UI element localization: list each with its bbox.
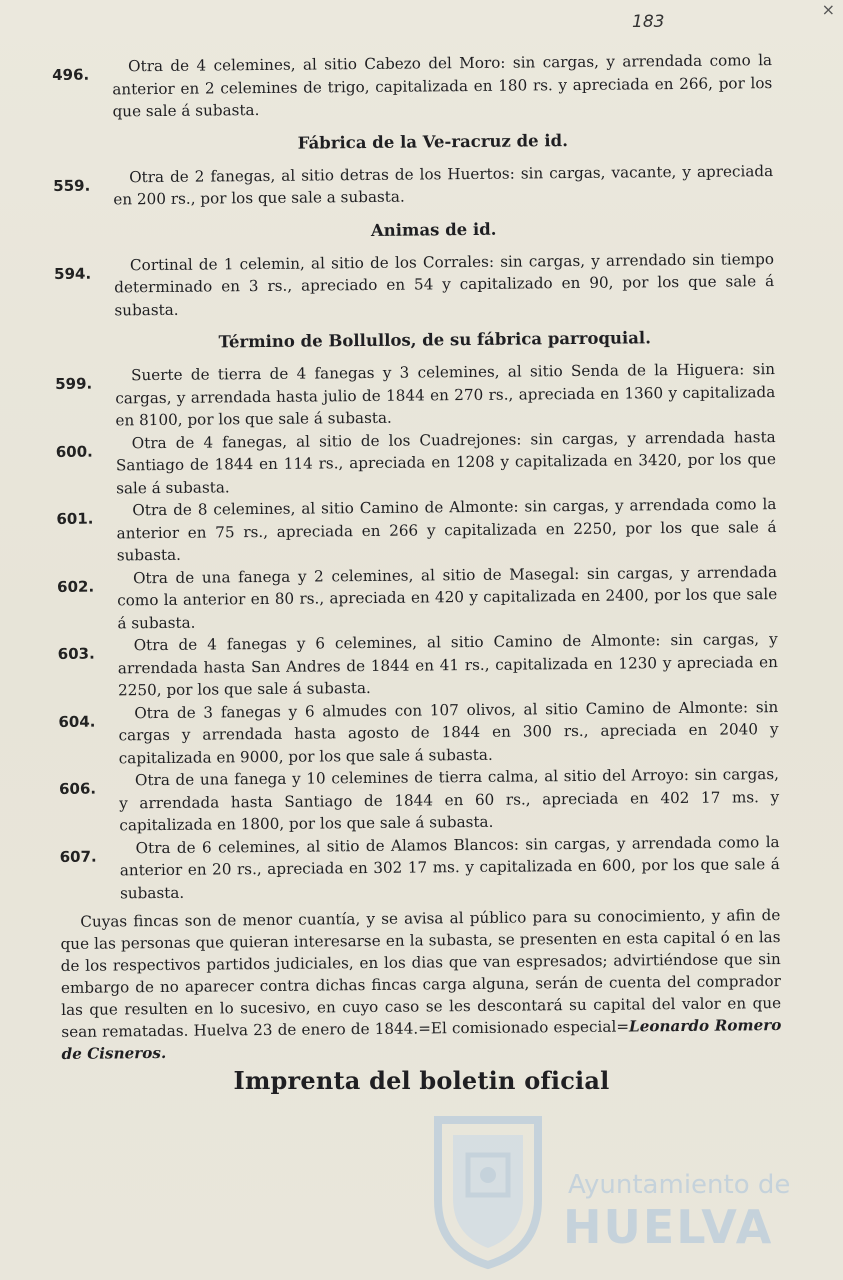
entry-number: 602. xyxy=(57,577,95,596)
entry-number: 603. xyxy=(57,644,95,663)
entry-text: Otra de 4 fanegas, al sitio de los Cuadrejones: sin cargas, y arrendada hasta Santiago de 1844 en 114 rs., apreciada en 1208 y capitalizada en 3420, por los que sale á subasta. xyxy=(115,427,776,497)
watermark-line-2: HUELVA xyxy=(563,1200,774,1254)
entry-number: 601. xyxy=(56,509,94,528)
imprint-line: Imprenta del boletin oficial xyxy=(233,1066,610,1095)
entry-number: 606. xyxy=(58,779,97,798)
entry-text: Otra de 6 celemines, al sitio de Alamos Blancos: sin cargas, y arrendada como la anterior en 20 rs., apreciada en 302 17 ms. y capitalizada en 600, por los que sale á subasta. xyxy=(119,832,780,902)
entry-group-d xyxy=(55,358,780,905)
list-item xyxy=(56,493,777,567)
list-item xyxy=(58,696,779,770)
list-item xyxy=(57,561,778,635)
entry-text: Otra de 4 fanegas y 6 celemines, al sitio Camino de Almonte: sin cargas, y arrendada hasta San Andres de 1844 en 41 rs., capitalizada en 1230 y apreciada en 2250, por los que sale á subasta. xyxy=(117,630,778,700)
entry-text: Otra de una fanega y 2 celemines, al sitio de Masegal: sin cargas, y arrendada como la anterior en 80 rs., apreciada en 420 y capitalizada en 2400, por los que sale á subasta. xyxy=(117,562,778,632)
list-item xyxy=(60,831,781,905)
closing-paragraph xyxy=(60,904,781,1065)
list-item xyxy=(53,160,773,212)
section-heading: Animas de id. xyxy=(370,219,497,240)
entry-text: Otra de 3 fanegas y 6 almudes con 107 olivos, al sitio Camino de Almonte: sin cargas y arrendada hasta agosto de 1844 en 300 rs., apreciada en 2040 y capitalizada en 9000, por los que sale á subasta. xyxy=(118,697,779,767)
watermark xyxy=(428,1100,808,1270)
entry-text: Otra de 4 celemines, al sitio Cabezo del Moro: sin cargas, y arrendada como la anterior en 2 celemines de trigo, capitalizada en 180 rs. y apreciada en 266, por los que sale á subasta. xyxy=(112,51,773,121)
entry-number: 496. xyxy=(52,65,90,84)
entry-group-a xyxy=(52,49,773,123)
watermark-line-1: Ayuntamiento de xyxy=(568,1170,791,1200)
list-item xyxy=(56,426,777,500)
close-icon[interactable]: × xyxy=(821,0,835,19)
entry-number: 607. xyxy=(59,847,97,866)
entry-text: Otra de 8 celemines, al sitio Camino de Almonte: sin cargas, y arrendada como la anterior en 75 rs., apreciada en 266 y capitalizada en 2250, por los que sale á subasta. xyxy=(116,495,777,565)
page-number: 183 xyxy=(632,12,665,32)
entry-text: Otra de 2 fanegas, al sitio detras de los Huertos: sin cargas, vacante, y apreciada en 200 rs., por los que sale a subasta. xyxy=(113,161,774,209)
entry-text: Otra de una fanega y 10 celemines de tierra calma, al sitio del Arroyo: sin cargas, y arrendada hasta Santiago de 1844 en 60 rs., apreciada en 402 17 ms. y capitalizada en 1800, por los que sale á subasta. xyxy=(119,765,780,835)
closing-body: Cuyas fincas son de menor cuantía, y se avisa al público para su conocimiento, y afin de que las personas que quieran interesarse en la subasta, se presenten en esta capital ó en las de los respectivos partidos judiciales, en los dias que van espresados; advirtiéndose que sin embargo de no aparecer contra dichas fincas carga alguna, serán de cuenta del comprador las que resulten en lo sucesivo, en cuyo caso se les descontará su capital del valor en que sean rematadas. Huelva 23 de enero de 1844.=El comisionado especial= xyxy=(60,906,782,1041)
section-heading: Término de Bollullos, de su fábrica parroquial. xyxy=(218,328,651,352)
entry-group-c xyxy=(54,248,775,322)
entry-group-b xyxy=(53,160,773,212)
entry-text: Suerte de tierra de 4 fanegas y 3 celemines, al sitio Senda de la Higuera: sin cargas, y arrendada hasta julio de 1844 en 270 rs., apreciada en 1360 y capitalizada en 8100, por los que sale á subasta. xyxy=(115,360,776,430)
entry-number: 600. xyxy=(55,442,93,461)
list-item xyxy=(59,763,780,837)
entry-number: 599. xyxy=(55,374,93,393)
signature: Leonardo Romero de Cisneros. xyxy=(61,1016,782,1063)
entry-number: 559. xyxy=(53,176,91,195)
list-item xyxy=(54,248,775,322)
entry-text: Cortinal de 1 celemin, al sitio de los Corrales: sin cargas, y arrendado sin tiempo determinado en 3 rs., apreciado en 54 y capitalizado en 90, por los que sale á subasta. xyxy=(114,249,775,319)
entry-number: 594. xyxy=(54,264,92,283)
list-item xyxy=(52,49,773,123)
section-heading: Fábrica de la Ve-racruz de id. xyxy=(297,130,568,153)
list-item xyxy=(55,358,776,432)
document-body xyxy=(52,49,782,1080)
entry-number: 604. xyxy=(58,712,96,731)
shield-icon xyxy=(428,1100,548,1270)
list-item xyxy=(58,628,779,702)
